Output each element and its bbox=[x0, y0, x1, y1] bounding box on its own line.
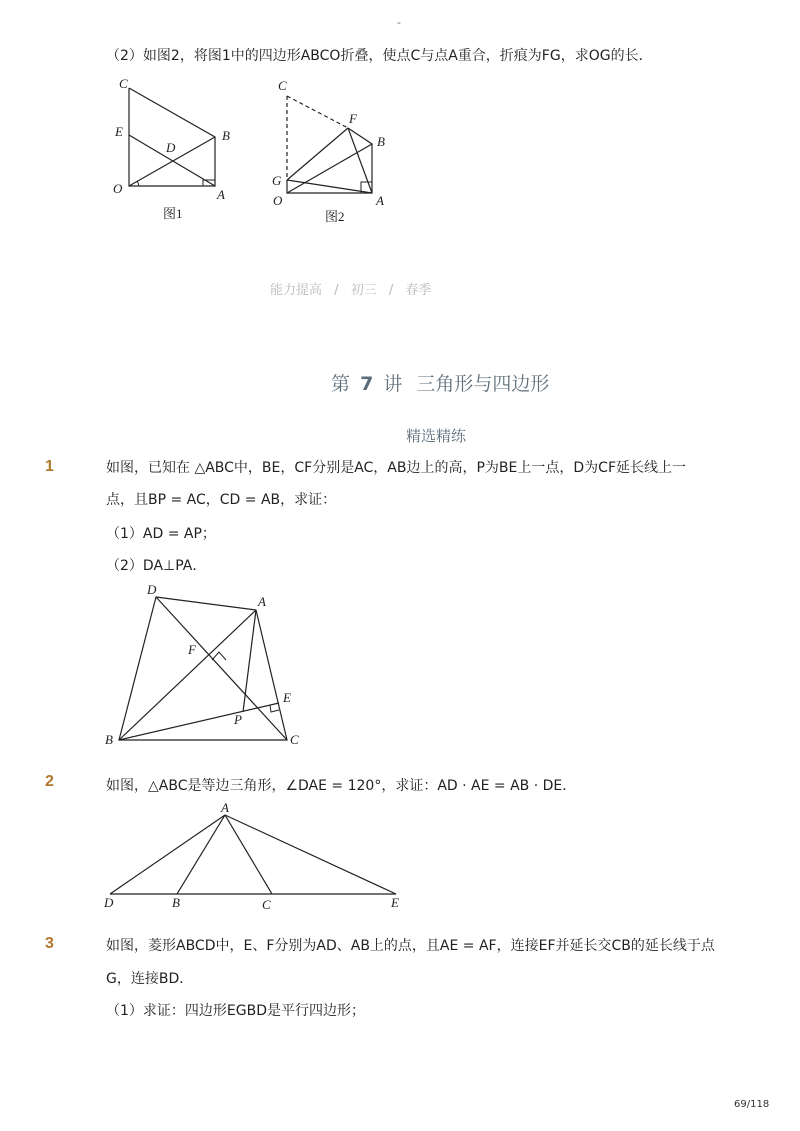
band-sep-1: / bbox=[334, 283, 339, 298]
problem-2-number: 2 bbox=[45, 773, 54, 790]
p2-label-e: E bbox=[391, 895, 399, 910]
section-title: 精选精练 bbox=[406, 427, 467, 445]
problem-3-line1: 如图，菱形ABCD中，E、F分别为AD、AB上的点，且AE = AF，连接EF并延长交CB的延长线于点 bbox=[106, 938, 715, 954]
fig1-label-c: C bbox=[119, 76, 128, 91]
p2-label-b: B bbox=[172, 895, 180, 910]
p1-label-a: A bbox=[258, 594, 266, 609]
fig2-label-o: O bbox=[273, 193, 283, 208]
fig1-caption: 图1 bbox=[163, 206, 183, 221]
fig1-label-d: D bbox=[166, 140, 176, 155]
fig2-label-g: G bbox=[272, 173, 282, 188]
p2-label-a: A bbox=[221, 800, 229, 815]
fig1-label-a: A bbox=[217, 187, 225, 202]
problem-3-number: 3 bbox=[45, 935, 54, 952]
problem-1-part1: （1）AD = AP； bbox=[106, 526, 216, 542]
prev-problem-part2-text: （2）如图2，将图1中的四边形ABCO折叠，使点C与点A重合，折痕为FG，求OG的长． bbox=[106, 48, 653, 64]
p1-label-b: B bbox=[105, 732, 113, 747]
band-season: 春季 bbox=[405, 283, 432, 298]
fig1-label-b: B bbox=[222, 128, 230, 143]
p1-label-p: P bbox=[234, 712, 242, 727]
p1-label-d: D bbox=[147, 582, 157, 597]
p2-label-c: C bbox=[262, 897, 271, 912]
lecture-prefix: 第 bbox=[331, 373, 351, 395]
problem-1-diagram bbox=[119, 597, 287, 740]
band-grade: 初三 bbox=[350, 283, 377, 298]
p1-label-c: C bbox=[290, 732, 299, 747]
lecture-title: 三角形与四边形 bbox=[416, 373, 550, 395]
problem-1-number: 1 bbox=[45, 458, 54, 475]
fig2-label-b: B bbox=[377, 134, 385, 149]
page-number: 69/118 bbox=[734, 1099, 770, 1110]
problem-1-part2: （2）DA⊥PA． bbox=[106, 558, 207, 574]
lecture-number: 7 bbox=[360, 373, 374, 395]
p1-label-f: F bbox=[188, 642, 196, 657]
course-band bbox=[270, 279, 431, 298]
fig2-label-c: C bbox=[278, 78, 287, 93]
lecture-heading bbox=[331, 369, 549, 396]
fig2-label-f: F bbox=[349, 111, 357, 126]
fig1-label-e: E bbox=[115, 124, 123, 139]
problem-3-line2: G，连接BD． bbox=[106, 971, 194, 987]
problem-2-diagram bbox=[110, 815, 396, 894]
p2-label-d: D bbox=[104, 895, 114, 910]
problem-2-text: 如图，△ABC是等边三角形，∠DAE = 120°，求证：AD · AE = AB · DE． bbox=[106, 778, 577, 794]
figure-2-diagram bbox=[287, 96, 372, 193]
figure-1-diagram bbox=[129, 88, 215, 186]
band-sep-2: / bbox=[388, 283, 394, 298]
lecture-suffix: 讲 bbox=[383, 373, 403, 395]
fig2-caption: 图2 bbox=[325, 209, 345, 224]
problem-1-line1: 如图，已知在 △ABC中，BE，CF分别是AC，AB边上的高，P为BE上一点，D为CF延长线上一 bbox=[106, 460, 686, 476]
band-course: 能力提高 bbox=[270, 283, 323, 298]
fig2-label-a: A bbox=[376, 193, 384, 208]
problem-3-part1: （1）求证：四边形EGBD是平行四边形； bbox=[106, 1003, 365, 1019]
top-dash: - bbox=[397, 16, 401, 29]
fig1-label-o: O bbox=[113, 181, 123, 196]
p1-label-e: E bbox=[283, 690, 291, 705]
problem-1-line2: 点，且BP = AC，CD = AB，求证： bbox=[106, 492, 337, 508]
